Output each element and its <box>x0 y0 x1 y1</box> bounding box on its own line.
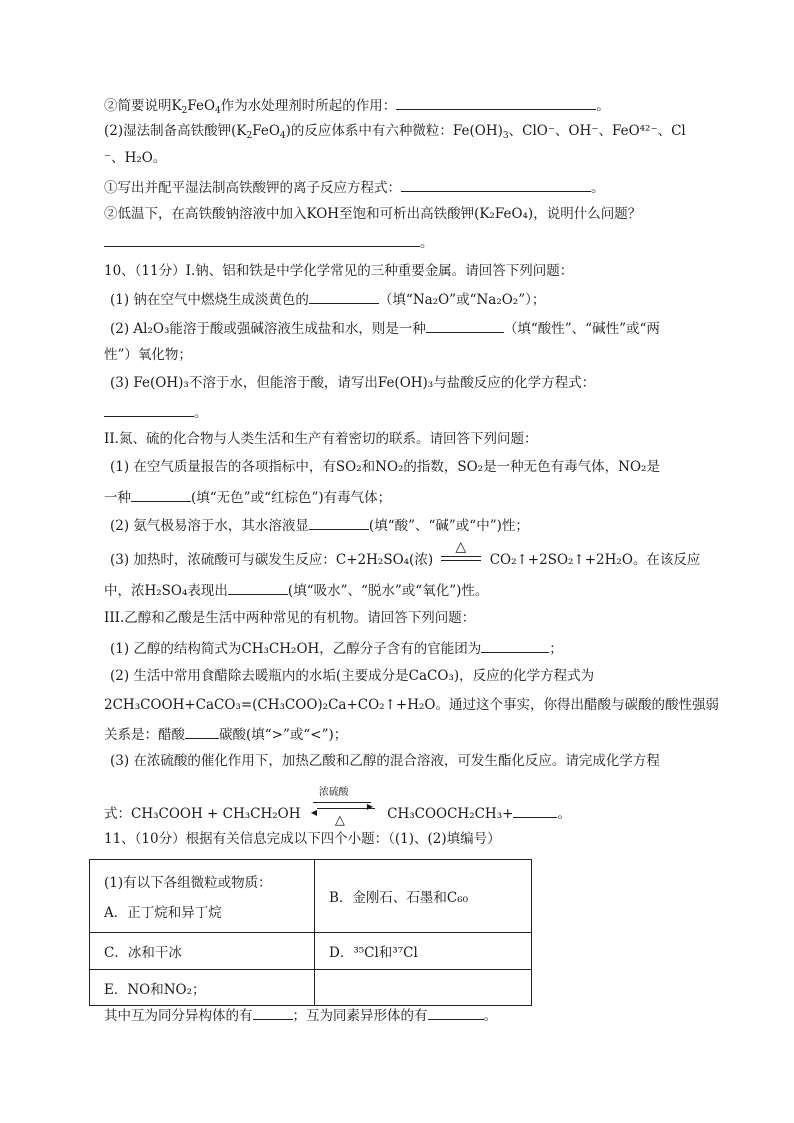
answer-blank[interactable] <box>426 318 504 333</box>
question-11-answers: 其中互为同分异构体的有 ；互为同素异形体的有 。 <box>104 1005 497 1025</box>
question-10-heading: 10、（11分）I.钠、铝和铁是中学化学常见的三种重要金属。请回答下列问题： <box>104 263 574 279</box>
question-10-II-1: (1) 在空气质量报告的各项指标中，有SO₂和NO₂的指数，SO₂是一种无色有毒气体，NO₂是 <box>110 459 660 475</box>
question-9-2a-text: ①写出并配平湿法制高铁酸钾的离子反应方程式： 。 <box>104 177 605 197</box>
question-9-2-text-cont: ⁻、H₂O。 <box>104 150 167 166</box>
question-10-1: (1) 钠在空气中燃烧生成淡黄色的 （填“Na₂O”或“Na₂O₂”）； <box>110 289 545 309</box>
answer-blank[interactable] <box>481 638 549 653</box>
question-10-II-2: (2) 氨气极易溶于水，其水溶液显 (填“酸”、“碱”或“中”)性； <box>110 515 529 535</box>
question-10-III-heading: III.乙醇和乙酸是生活中两种常见的有机物。请回答下列问题： <box>104 610 476 626</box>
answer-blank[interactable] <box>396 95 596 110</box>
question-11-heading: 11、（10分）根据有关信息完成以下四个小题：（(1)、(2)填编号） <box>104 831 501 847</box>
heat-symbol: △ <box>334 812 345 828</box>
question-10-II-heading: II.氮、硫的化合物与人类生活和生产有着密切的联系。请回答下列问题： <box>104 431 538 447</box>
question-10-III-3: (3) 在浓硫酸的催化作用下，加热乙酸和乙醇的混合溶液，可发生酯化反应。请完成化学方程 <box>110 753 660 769</box>
option-cell-a: (1)有以下各组微粒或物质： A．正丁烷和异丁烷 <box>90 860 315 933</box>
reaction-arrow-heat <box>441 538 481 570</box>
question-10-III-2: (2) 生活中常用食醋除去暖瓶内的水垢(主要成分是CaCO₃)，反应的化学方程式为 <box>110 668 595 684</box>
question-10-III-3-eq: 式：CH₃COOH + CH₃CH₂OH 浓硫酸 ▶ ◀ △ CH₃COOCH₂CH₃+ 。 <box>104 803 571 824</box>
question-10-II-1-cont: 一种 (填“无色”或“红棕色”)有毒气体； <box>104 487 391 507</box>
question-9-2-text: (2)湿法制备高铁酸钾$(K_2FeO_4)$的反应体系中有六种微粒：$Fe(OH)_3$、ClO⁻、OH⁻、FeO⁴²⁻、Cl <box>104 123 686 141</box>
answer-blank[interactable] <box>104 232 420 247</box>
option-cell-e: E．NO和NO₂； <box>90 970 315 1006</box>
question-9-2b2-text: ②低温下，在高铁酸钠溶液中加入KOH至饱和可析出高铁酸钾(K₂FeO₄)，说明什么问题？ <box>104 206 642 222</box>
catalyst-label: 浓硫酸 <box>318 786 349 798</box>
answer-blank[interactable] <box>309 515 369 530</box>
question-9-2b-text: ②简要说明$K_2FeO_4$作为水处理剂时所起的作用： 。 <box>104 95 610 115</box>
reversible-arrow: 浓硫酸 ▶ ◀ △ <box>313 806 375 824</box>
option-cell-f <box>315 970 532 1006</box>
question-10-3: (3) Fe(OH)₃不溶于水，但能溶于酸，请写出Fe(OH)₃与盐酸反应的化学方程式： <box>110 375 596 391</box>
question-10-II-3: (3) 加热时，浓硫酸可与碳发生反应：C+2H₂SO₄(浓) △ CO₂↑+2SO₂↑+2H₂O。在该反应 <box>110 538 701 568</box>
answer-blank[interactable] <box>253 1005 293 1020</box>
answer-blank[interactable] <box>228 580 288 595</box>
answer-blank[interactable] <box>185 724 219 739</box>
question-10-II-3-cont: 中，浓H₂SO₄表现出 (填“吸水”、“脱水”或“氧化”)性。 <box>104 580 488 600</box>
option-a: A．正丁烷和异丁烷 <box>104 905 222 921</box>
answer-blank[interactable] <box>401 177 591 192</box>
question-10-3-answer: 。 <box>104 402 208 422</box>
answer-blank[interactable] <box>428 1005 484 1020</box>
question-10-2: (2) Al₂O₃能溶于酸或强碱溶液生成盐和水，则是一种 （填“酸性”、“碱性”或“两 <box>110 318 660 338</box>
question-9-2b2-answer: 。 <box>104 232 434 252</box>
question-10-III-1: (1) 乙醇的结构简式为CH₃CH₂OH，乙醇分子含有的官能团为 ； <box>110 638 563 658</box>
heat-symbol: △ <box>455 538 467 555</box>
answer-blank[interactable] <box>309 289 379 304</box>
question-10-III-2-cont: 关系是：醋酸 碳酸(填“>”或“<”)； <box>104 724 347 744</box>
option-cell-b: B．金刚石、石墨和C₆₀ <box>315 860 532 933</box>
answer-blank[interactable] <box>131 487 191 502</box>
option-cell-d: D．³⁵Cl和³⁷Cl <box>315 933 532 970</box>
answer-blank[interactable] <box>104 402 194 417</box>
option-cell-c: C．冰和干冰 <box>90 933 315 970</box>
question-10-III-2-eq: 2CH₃COOH+CaCO₃=(CH₃COO)₂Ca+CO₂↑+H₂O。通过这个事实，你得出醋酸与碳酸的酸性强弱 <box>104 697 719 713</box>
options-table <box>89 859 532 1006</box>
question-10-2-cont: 性”）氧化物； <box>104 347 192 363</box>
answer-blank[interactable] <box>513 803 557 818</box>
